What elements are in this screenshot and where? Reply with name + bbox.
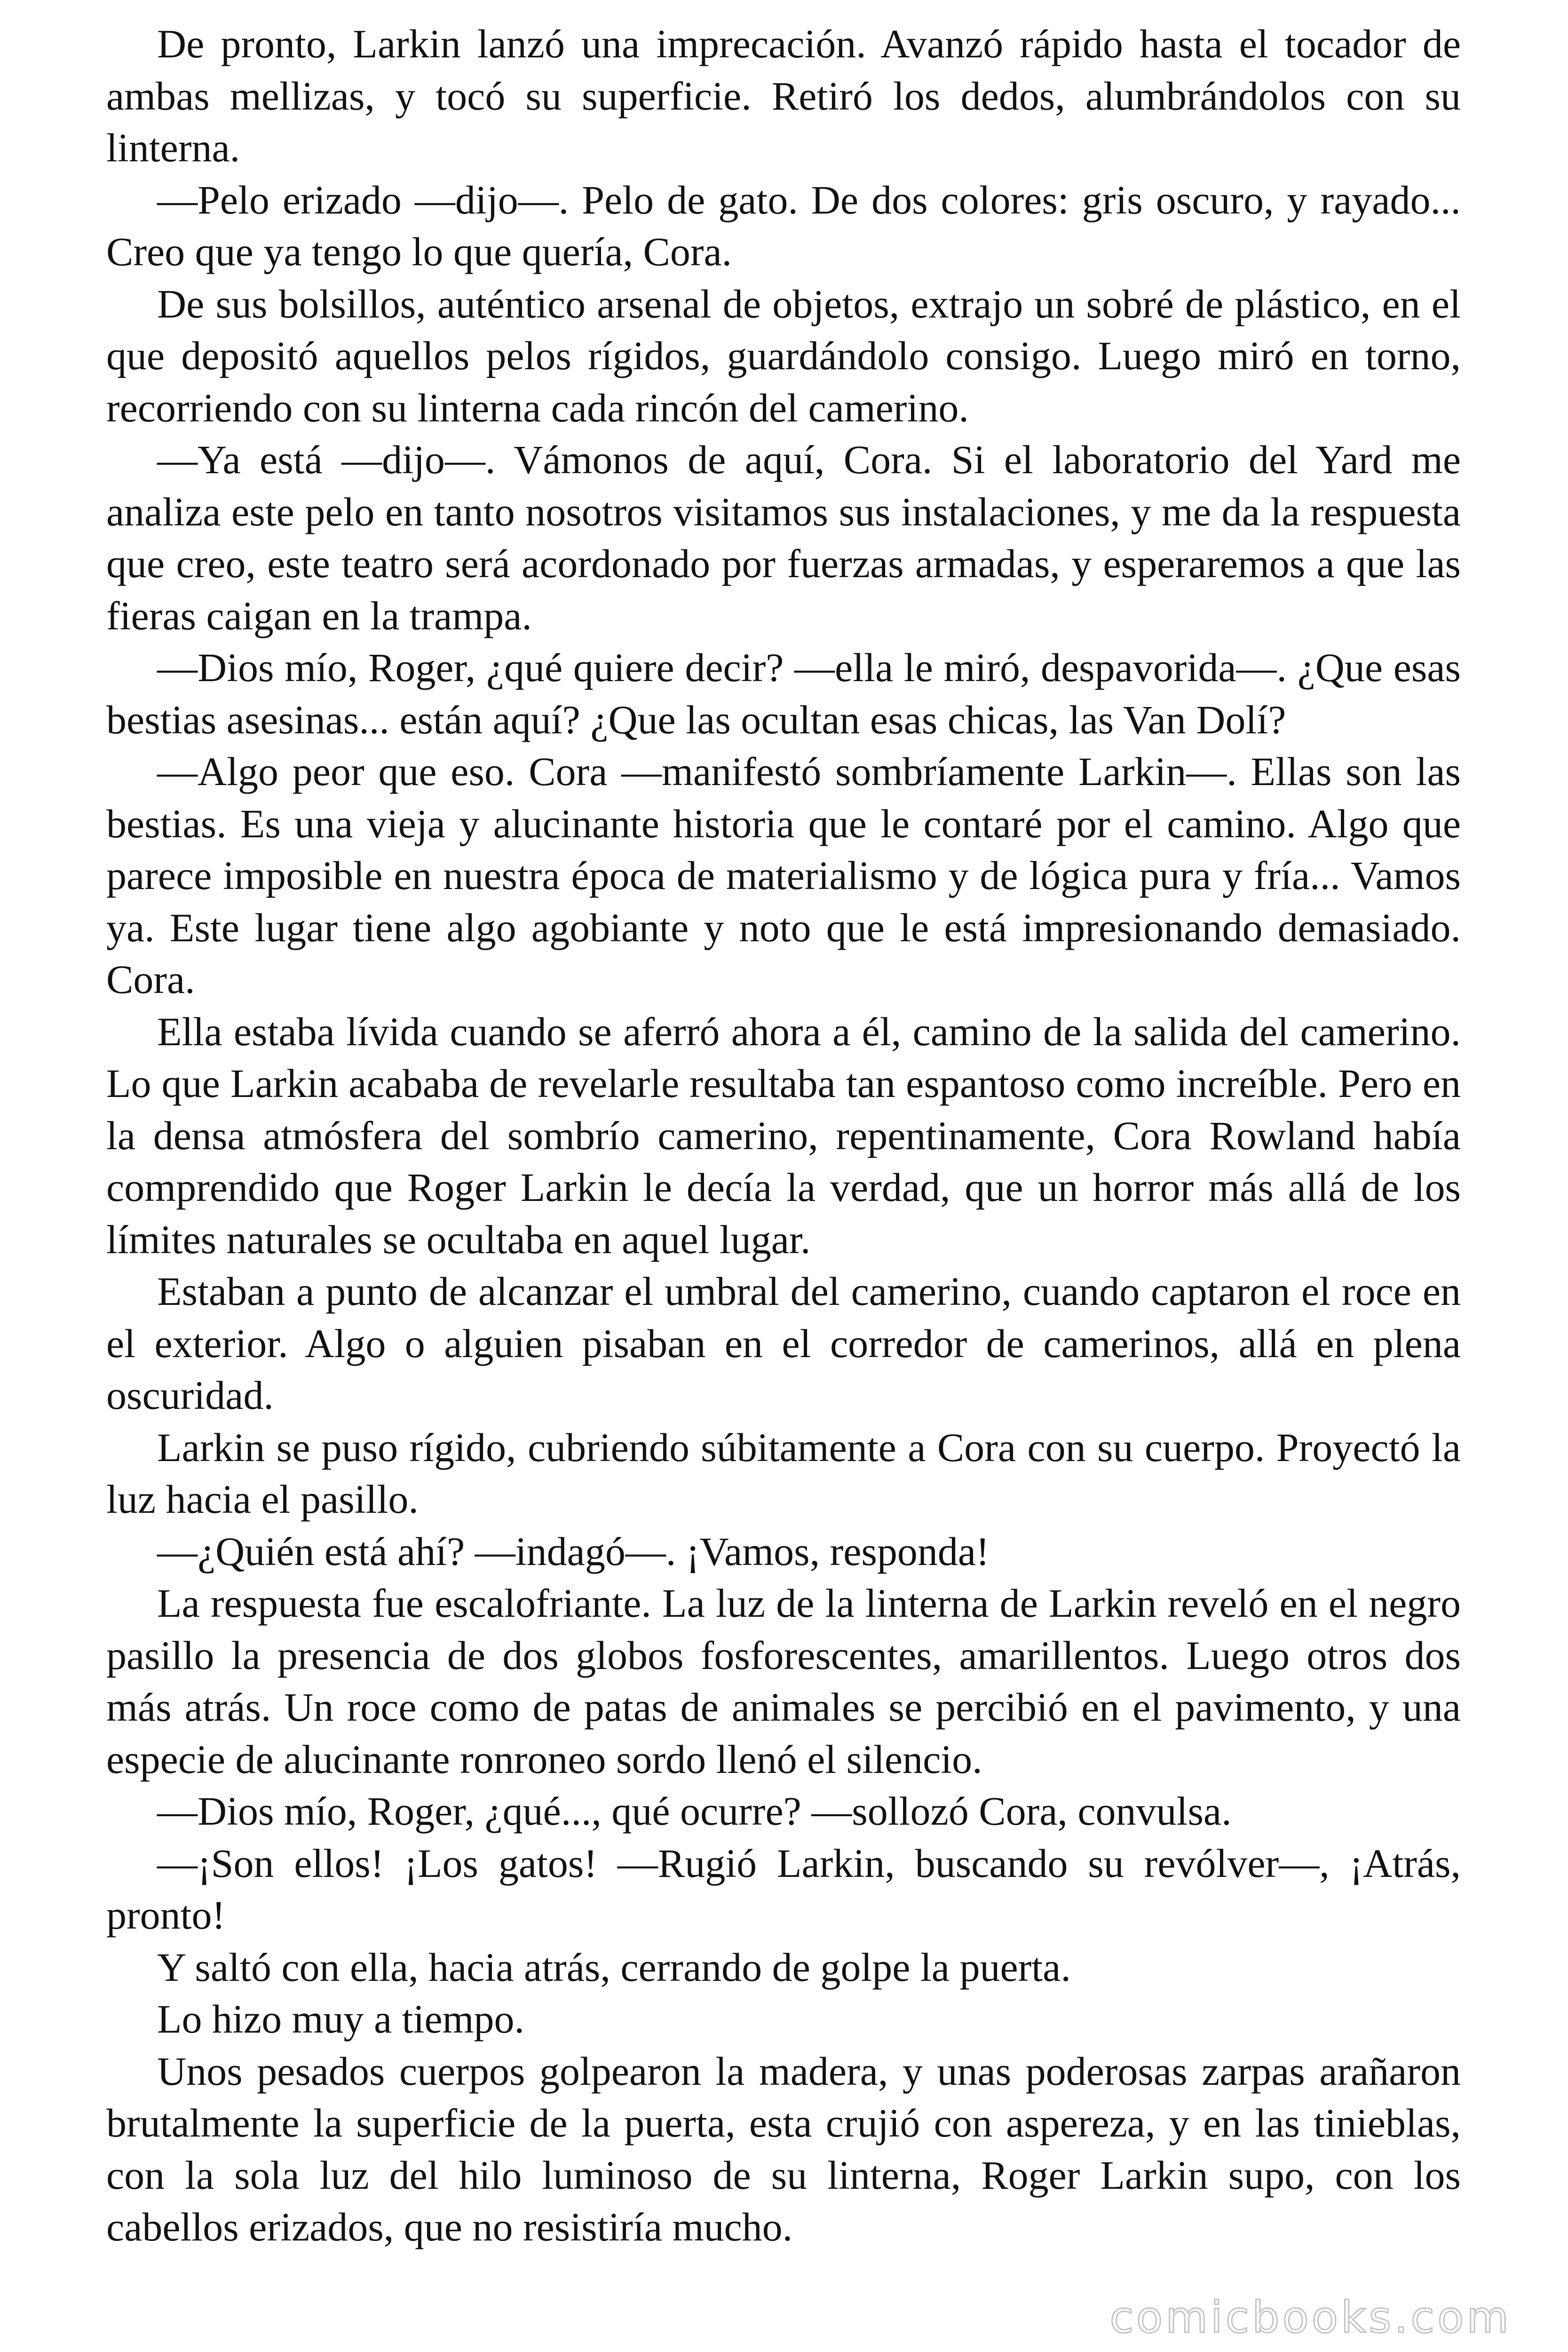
paragraph: —Algo peor que eso. Cora —manifestó sombríamente Larkin—. Ellas son las bestias. Es una vieja y alucinante historia que le contaré por el camino. Algo que parece imposible en nuestra época de materialismo y de lógica pura y fría... Vamos ya. Este lugar tiene algo agobiante y noto que le está impresionando demasiado. Cora.	[106, 749, 1461, 1002]
paragraph: —Dios mío, Roger, ¿qué quiere decir? —ella le miró, despavorida—. ¿Que esas bestias asesinas... están aquí? ¿Que las ocultan esas chicas, las Van Dolí?	[106, 645, 1461, 742]
paragraph: —¿Quién está ahí? —indagó—. ¡Vamos, responda!	[157, 1528, 990, 1574]
paragraph: Estaban a punto de alcanzar el umbral del camerino, cuando captaron el roce en el exterior. Algo o alguien pisaban en el corredor de camerinos, allá en plena oscuridad.	[106, 1269, 1461, 1418]
watermark: comicbooks.com	[1109, 2292, 1512, 2343]
paragraph: Larkin se puso rígido, cubriendo súbitamente a Cora con su cuerpo. Proyectó la luz hacia el pasillo.	[106, 1424, 1461, 1522]
paragraph: —¡Son ellos! ¡Los gatos! —Rugió Larkin, buscando su revólver—, ¡Atrás, pronto!	[106, 1840, 1461, 1938]
page-body	[106, 18, 1461, 2253]
paragraph: De sus bolsillos, auténtico arsenal de objetos, extrajo un sobré de plástico, en el que depositó aquellos pelos rígidos, guardándolo consigo. Luego miró en torno, recorriendo con su linterna cada rincón del camerino.	[106, 281, 1461, 430]
paragraph: Y saltó con ella, hacia atrás, cerrando de golpe la puerta.	[157, 1944, 1071, 1990]
paragraph: Ella estaba lívida cuando se aferró ahora a él, camino de la salida del camerino. Lo que Larkin acababa de revelarle resultaba tan espantoso como increíble. Pero en la densa atmósfera del sombrío camerino, repentinamente, Cora Rowland había comprendido que Roger Larkin le decía la verdad, que un horror más allá de los límites naturales se ocultaba en aquel lugar.	[106, 1009, 1461, 1262]
paragraph: La respuesta fue escalofriante. La luz de la linterna de Larkin reveló en el negro pasillo la presencia de dos globos fosforescentes, amarillentos. Luego otros dos más atrás. Un roce como de patas de animales se percibió en el pavimento, y una especie de alucinante ronroneo sordo llenó el silencio.	[106, 1581, 1461, 1782]
paragraph: Unos pesados cuerpos golpearon la madera, y unas poderosas zarpas arañaron brutalmente la superficie de la puerta, esta crujió con aspereza, y en las tinieblas, con la sola luz del hilo luminoso de su linterna, Roger Larkin supo, con los cabellos erizados, que no resistiría mucho.	[106, 2048, 1461, 2249]
paragraph: —Dios mío, Roger, ¿qué..., qué ocurre? —sollozó Cora, convulsa.	[157, 1788, 1232, 1834]
paragraph: —Pelo erizado —dijo—. Pelo de gato. De dos colores: gris oscuro, y rayado... Creo que ya tengo lo que quería, Cora.	[106, 177, 1461, 274]
paragraph: Lo hizo muy a tiempo.	[157, 1996, 525, 2042]
paragraph: De pronto, Larkin lanzó una imprecación. Avanzó rápido hasta el tocador de ambas mellizas, y tocó su superficie. Retiró los dedos, alumbrándolos con su linterna.	[106, 21, 1461, 170]
paragraph: —Ya está —dijo—. Vámonos de aquí, Cora. Si el laboratorio del Yard me analiza este pelo en tanto nosotros visitamos sus instalaciones, y me da la respuesta que creo, este teatro será acordonado por fuerzas armadas, y esperaremos a que las fieras caigan en la trampa.	[106, 437, 1461, 638]
